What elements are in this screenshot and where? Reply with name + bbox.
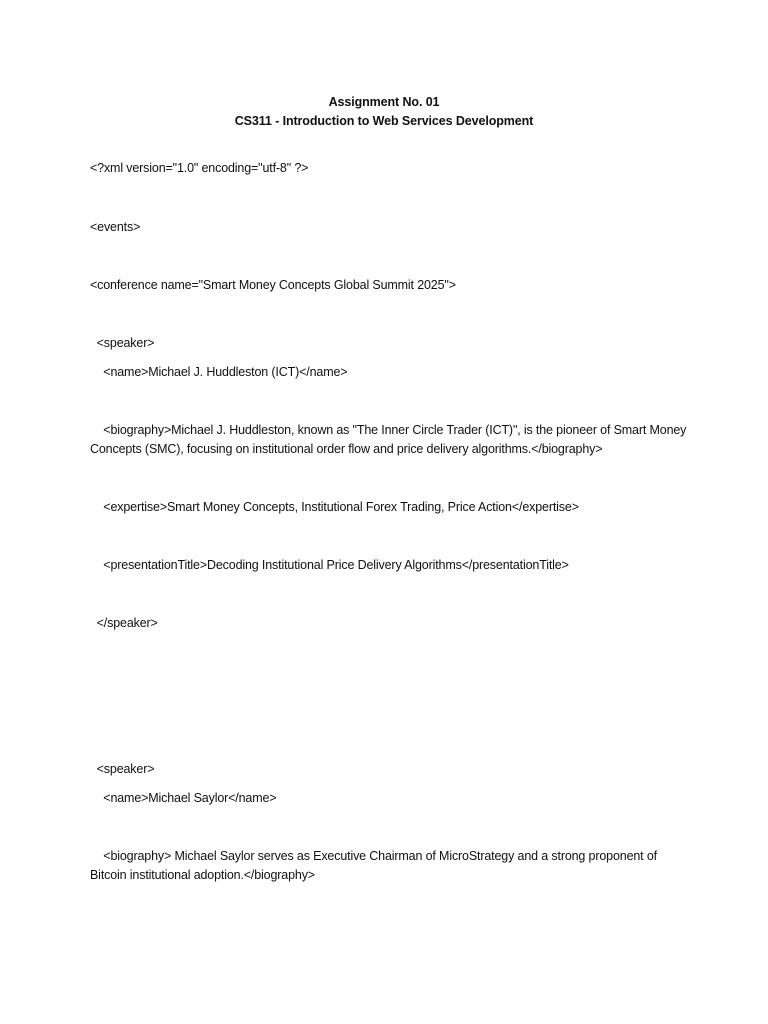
speaker-open-tag: <speaker> [90,762,155,776]
speaker-name-line: <name>Michael Saylor</name> [90,791,277,805]
document-header [0,93,768,131]
speaker-open-tag: <speaker> [90,336,155,350]
assignment-title: Assignment No. 01 [328,95,440,109]
speaker-name-line: <name>Michael J. Huddleston (ICT)</name> [90,365,348,379]
speaker-close-tag: </speaker> [90,616,158,630]
xml-declaration: <?xml version="1.0" encoding="utf-8" ?> [90,161,309,175]
speaker-expertise-line: <expertise>Smart Money Concepts, Institutional Forex Trading, Price Action</expertise> [90,500,579,514]
speaker-biography-line: <biography>Michael J. Huddleston, known as "The Inner Circle Trader (ICT)", is the pioneer of Smart Money Concepts (SMC), focusing on institutional order flow and price delivery algorithms.</biography> [90,423,690,456]
events-open-tag: <events> [90,220,141,234]
course-title: CS311 - Introduction to Web Services Development [234,114,534,128]
speaker-presentation-title-line: <presentationTitle>Decoding Institutional Price Delivery Algorithms</presentationTitle> [90,558,569,572]
conference-open-tag: <conference name="Smart Money Concepts Global Summit 2025"> [90,278,456,292]
speaker-biography-line: <biography> Michael Saylor serves as Executive Chairman of MicroStrategy and a strong proponent of Bitcoin institutional adoption.</biography> [90,849,661,882]
